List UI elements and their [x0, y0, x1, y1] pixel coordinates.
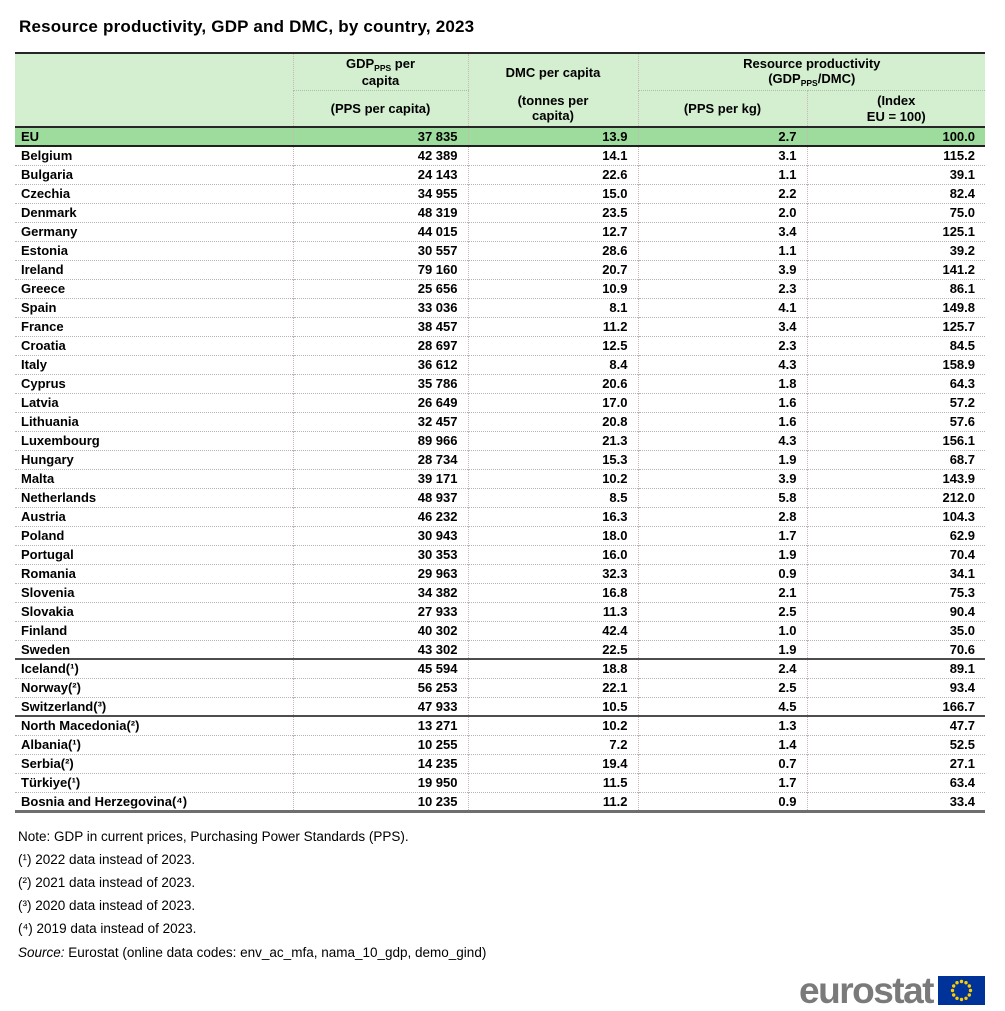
country-cell: Slovakia	[21, 604, 74, 619]
table-row	[15, 260, 985, 279]
index-cell: 93.4	[807, 678, 985, 697]
eu-flag-icon	[938, 976, 985, 1005]
resource-productivity-header: Resource productivity $(GDP_{PPS}/DMC)$	[638, 53, 985, 91]
source-text: Eurostat (online data codes: env_ac_mfa, nama_10_gdp, demo_gind)	[68, 944, 487, 960]
index-cell: 89.1	[807, 659, 985, 678]
table-row	[15, 184, 985, 203]
dmc-cell: 15.3	[468, 450, 638, 469]
dmc-cell: 18.8	[468, 659, 638, 678]
dmc-cell: 16.3	[468, 507, 638, 526]
gdp-cell: 34 955	[293, 184, 468, 203]
eurostat-logo	[15, 969, 985, 1011]
country-cell: Poland	[21, 528, 65, 543]
notes-section	[18, 828, 985, 962]
table-row	[15, 507, 985, 526]
dmc-column-header: DMC per capita	[468, 53, 638, 91]
table-row	[15, 564, 985, 583]
index-cell: 143.9	[807, 469, 985, 488]
gdp-cell: 19 950	[293, 773, 468, 792]
gdp-cell: 26 649	[293, 393, 468, 412]
pps-per-kg-cell: 1.1	[638, 241, 807, 260]
pps-per-kg-cell: 4.1	[638, 298, 807, 317]
gdp-cell: 24 143	[293, 165, 468, 184]
pps-per-kg-cell: 1.7	[638, 526, 807, 545]
country-cell: Bulgaria	[21, 167, 74, 182]
pps-per-kg-cell: 4.3	[638, 431, 807, 450]
gdp-cell: 32 457	[293, 412, 468, 431]
index-cell: 57.2	[807, 393, 985, 412]
table-row	[15, 279, 985, 298]
table-row	[15, 374, 985, 393]
gdp-cell: 29 963	[293, 564, 468, 583]
table-row	[15, 165, 985, 184]
table-row	[15, 754, 985, 773]
dmc-cell: 11.5	[468, 773, 638, 792]
country-cell: Czechia	[21, 186, 71, 201]
pps-per-kg-cell: 3.9	[638, 260, 807, 279]
country-cell: Iceland(¹)	[21, 661, 79, 677]
gdp-cell: 47 933	[293, 697, 468, 716]
index-cell: 70.4	[807, 545, 985, 564]
index-cell: 33.4	[807, 792, 985, 811]
pps-per-kg-cell: 3.9	[638, 469, 807, 488]
pps-per-kg-cell: 1.4	[638, 735, 807, 754]
pps-per-kg-cell: 2.2	[638, 184, 807, 203]
country-cell: Serbia(²)	[21, 756, 74, 771]
table-row	[15, 336, 985, 355]
pps-per-kg-cell: 1.9	[638, 640, 807, 659]
gdp-unit-header: (PPS per capita)	[293, 91, 468, 127]
index-cell: 82.4	[807, 184, 985, 203]
country-cell: Estonia	[21, 243, 68, 258]
pps-per-kg-cell: 1.6	[638, 412, 807, 431]
table-row	[15, 621, 985, 640]
table-row	[15, 431, 985, 450]
country-cell: Slovenia	[21, 585, 75, 600]
dmc-cell: 11.2	[468, 317, 638, 336]
dmc-cell: 15.0	[468, 184, 638, 203]
note-line: Note: GDP in current prices, Purchasing Power Standards (PPS).	[18, 828, 409, 844]
index-cell: 104.3	[807, 507, 985, 526]
index-cell: 63.4	[807, 773, 985, 792]
table-row	[15, 241, 985, 260]
gdp-cell: 36 612	[293, 355, 468, 374]
pps-per-kg-cell: 0.9	[638, 564, 807, 583]
pps-per-kg-cell: 1.0	[638, 621, 807, 640]
index-cell: 166.7	[807, 697, 985, 716]
gdp-cell: 44 015	[293, 222, 468, 241]
country-cell: Lithuania	[21, 414, 79, 429]
table-row	[15, 735, 985, 754]
source-line	[18, 944, 985, 962]
gdp-cell: 27 933	[293, 602, 468, 621]
pps-per-kg-cell: 1.7	[638, 773, 807, 792]
country-cell: Hungary	[21, 452, 74, 467]
country-cell: Finland	[21, 623, 68, 638]
footnote-4: (⁴) 2019 data instead of 2023.	[18, 921, 197, 937]
country-cell: Norway(²)	[21, 680, 81, 695]
pps-per-kg-cell: 2.5	[638, 678, 807, 697]
index-cell: 86.1	[807, 279, 985, 298]
country-cell: France	[21, 319, 64, 334]
country-cell: Belgium	[21, 148, 73, 164]
country-cell: Croatia	[21, 338, 66, 353]
index-cell: 158.9	[807, 355, 985, 374]
table-row	[15, 526, 985, 545]
table-row	[15, 640, 985, 659]
dmc-cell: 12.7	[468, 222, 638, 241]
table-row	[15, 355, 985, 374]
table-row	[15, 583, 985, 602]
table-row	[15, 469, 985, 488]
dmc-cell: 18.0	[468, 526, 638, 545]
gdp-cell: 43 302	[293, 640, 468, 659]
index-cell: 75.0	[807, 203, 985, 222]
table-row	[15, 773, 985, 792]
table-row	[15, 716, 985, 735]
index-cell: 75.3	[807, 583, 985, 602]
index-cell: 57.6	[807, 412, 985, 431]
index-cell: 84.5	[807, 336, 985, 355]
gdp-column-header: $GDP_{PPS}$ per capita	[293, 53, 468, 91]
dmc-cell: 21.3	[468, 431, 638, 450]
index-cell: 47.7	[807, 716, 985, 735]
index-cell: 115.2	[807, 146, 985, 165]
country-cell: EU	[21, 129, 40, 144]
dmc-cell: 28.6	[468, 241, 638, 260]
gdp-cell: 39 171	[293, 469, 468, 488]
dmc-cell: 10.5	[468, 697, 638, 716]
table-row	[15, 317, 985, 336]
country-cell: Italy	[21, 357, 48, 372]
gdp-cell: 28 697	[293, 336, 468, 355]
index-header: (Index EU = 100)	[807, 91, 985, 127]
dmc-cell: 16.8	[468, 583, 638, 602]
index-cell: 141.2	[807, 260, 985, 279]
gdp-cell: 48 319	[293, 203, 468, 222]
country-cell: Luxembourg	[21, 433, 100, 448]
pps-per-kg-cell: 1.9	[638, 545, 807, 564]
gdp-cell: 38 457	[293, 317, 468, 336]
index-cell: 39.1	[807, 165, 985, 184]
table-row	[15, 697, 985, 716]
gdp-cell: 40 302	[293, 621, 468, 640]
gdp-cell: 30 353	[293, 545, 468, 564]
dmc-cell: 10.9	[468, 279, 638, 298]
pps-per-kg-cell: 2.3	[638, 279, 807, 298]
index-cell: 156.1	[807, 431, 985, 450]
pps-per-kg-cell: 0.9	[638, 792, 807, 811]
source-label: Source:	[18, 944, 65, 960]
dmc-cell: 22.5	[468, 640, 638, 659]
country-cell: Cyprus	[21, 376, 66, 391]
gdp-cell: 33 036	[293, 298, 468, 317]
pps-per-kg-cell: 2.5	[638, 602, 807, 621]
pps-per-kg-cell: 4.3	[638, 355, 807, 374]
dmc-cell: 22.6	[468, 165, 638, 184]
gdp-cell: 25 656	[293, 279, 468, 298]
dmc-cell: 10.2	[468, 469, 638, 488]
table-row	[15, 146, 985, 165]
gdp-cell: 30 943	[293, 526, 468, 545]
footnote-3: (³) 2020 data instead of 2023.	[18, 898, 196, 914]
table-row	[15, 792, 985, 811]
pps-per-kg-cell: 5.8	[638, 488, 807, 507]
index-cell: 62.9	[807, 526, 985, 545]
dmc-cell: 16.0	[468, 545, 638, 564]
gdp-cell: 48 937	[293, 488, 468, 507]
dmc-cell: 23.5	[468, 203, 638, 222]
dmc-cell: 12.5	[468, 336, 638, 355]
dmc-cell: 8.1	[468, 298, 638, 317]
index-cell: 68.7	[807, 450, 985, 469]
pps-per-kg-cell: 2.4	[638, 659, 807, 678]
dmc-cell: 13.9	[468, 127, 638, 146]
country-cell: Austria	[21, 509, 66, 524]
dmc-cell: 10.2	[468, 716, 638, 735]
gdp-cell: 30 557	[293, 241, 468, 260]
index-cell: 35.0	[807, 621, 985, 640]
country-cell: Bosnia and Herzegovina(⁴)	[21, 793, 188, 809]
gdp-cell: 56 253	[293, 678, 468, 697]
gdp-cell: 14 235	[293, 754, 468, 773]
country-cell: Greece	[21, 281, 66, 296]
index-cell: 212.0	[807, 488, 985, 507]
page-title: Resource productivity, GDP and DMC, by country, 2023	[19, 17, 475, 36]
eurostat-logo-text: eurostat	[799, 969, 933, 1011]
dmc-cell: 7.2	[468, 735, 638, 754]
index-cell: 52.5	[807, 735, 985, 754]
gdp-cell: 35 786	[293, 374, 468, 393]
pps-per-kg-cell: 2.1	[638, 583, 807, 602]
country-cell: Netherlands	[21, 490, 97, 505]
index-cell: 149.8	[807, 298, 985, 317]
pps-per-kg-cell: 3.4	[638, 222, 807, 241]
pps-per-kg-cell: 2.3	[638, 336, 807, 355]
dmc-cell: 32.3	[468, 564, 638, 583]
index-cell: 90.4	[807, 602, 985, 621]
country-cell: Sweden	[21, 641, 71, 657]
dmc-cell: 20.6	[468, 374, 638, 393]
pps-per-kg-cell: 1.8	[638, 374, 807, 393]
index-cell: 125.7	[807, 317, 985, 336]
gdp-cell: 89 966	[293, 431, 468, 450]
table-row	[15, 412, 985, 431]
dmc-unit-header: (tonnes per capita)	[468, 91, 638, 127]
country-cell: Türkiye(¹)	[21, 775, 81, 790]
pps-per-kg-cell: 1.1	[638, 165, 807, 184]
country-cell: Spain	[21, 300, 57, 315]
resource-table	[15, 52, 985, 813]
index-cell: 125.1	[807, 222, 985, 241]
index-cell: 39.2	[807, 241, 985, 260]
table-row	[15, 450, 985, 469]
table-row	[15, 659, 985, 678]
table-row	[15, 393, 985, 412]
dmc-cell: 8.4	[468, 355, 638, 374]
pps-per-kg-header: (PPS per kg)	[638, 91, 807, 127]
table-header	[15, 53, 985, 127]
country-cell: Romania	[21, 566, 76, 581]
country-cell: Latvia	[21, 395, 59, 410]
gdp-cell: 37 835	[293, 127, 468, 146]
gdp-cell: 42 389	[293, 146, 468, 165]
pps-per-kg-cell: 1.9	[638, 450, 807, 469]
table-row	[15, 678, 985, 697]
gdp-cell: 10 235	[293, 792, 468, 811]
gdp-cell: 34 382	[293, 583, 468, 602]
dmc-cell: 19.4	[468, 754, 638, 773]
country-cell: Denmark	[21, 205, 77, 220]
pps-per-kg-cell: 2.0	[638, 203, 807, 222]
pps-per-kg-cell: 4.5	[638, 697, 807, 716]
country-cell: Ireland	[21, 262, 64, 277]
pps-per-kg-cell: 3.1	[638, 146, 807, 165]
gdp-cell: 79 160	[293, 260, 468, 279]
table-row	[15, 203, 985, 222]
gdp-cell: 10 255	[293, 735, 468, 754]
pps-per-kg-cell: 3.4	[638, 317, 807, 336]
pps-per-kg-cell: 2.7	[638, 127, 807, 146]
pps-per-kg-cell: 1.3	[638, 716, 807, 735]
dmc-cell: 11.2	[468, 792, 638, 811]
country-cell: Malta	[21, 471, 55, 486]
footnote-2: (²) 2021 data instead of 2023.	[18, 874, 196, 890]
index-cell: 34.1	[807, 564, 985, 583]
dmc-cell: 8.5	[468, 488, 638, 507]
country-cell: Portugal	[21, 547, 74, 562]
gdp-cell: 13 271	[293, 716, 468, 735]
table-body	[15, 127, 985, 811]
table-row	[15, 127, 985, 146]
pps-per-kg-cell: 0.7	[638, 754, 807, 773]
table-row	[15, 298, 985, 317]
table-row	[15, 222, 985, 241]
footnote-1: (¹) 2022 data instead of 2023.	[18, 851, 196, 867]
table-row	[15, 545, 985, 564]
gdp-cell: 46 232	[293, 507, 468, 526]
dmc-cell: 11.3	[468, 602, 638, 621]
pps-per-kg-cell: 1.6	[638, 393, 807, 412]
pps-per-kg-cell: 2.8	[638, 507, 807, 526]
dmc-cell: 20.8	[468, 412, 638, 431]
index-cell: 64.3	[807, 374, 985, 393]
dmc-cell: 22.1	[468, 678, 638, 697]
dmc-cell: 14.1	[468, 146, 638, 165]
table-row	[15, 602, 985, 621]
gdp-cell: 28 734	[293, 450, 468, 469]
gdp-cell: 45 594	[293, 659, 468, 678]
dmc-cell: 17.0	[468, 393, 638, 412]
table-row	[15, 488, 985, 507]
country-cell: North Macedonia(²)	[21, 718, 140, 734]
index-cell: 70.6	[807, 640, 985, 659]
country-cell: Albania(¹)	[21, 737, 81, 752]
country-cell: Switzerland(³)	[21, 698, 107, 714]
dmc-cell: 42.4	[468, 621, 638, 640]
index-cell: 27.1	[807, 754, 985, 773]
country-cell: Germany	[21, 224, 78, 239]
country-column-header	[15, 53, 293, 127]
dmc-cell: 20.7	[468, 260, 638, 279]
index-cell: 100.0	[807, 127, 985, 146]
